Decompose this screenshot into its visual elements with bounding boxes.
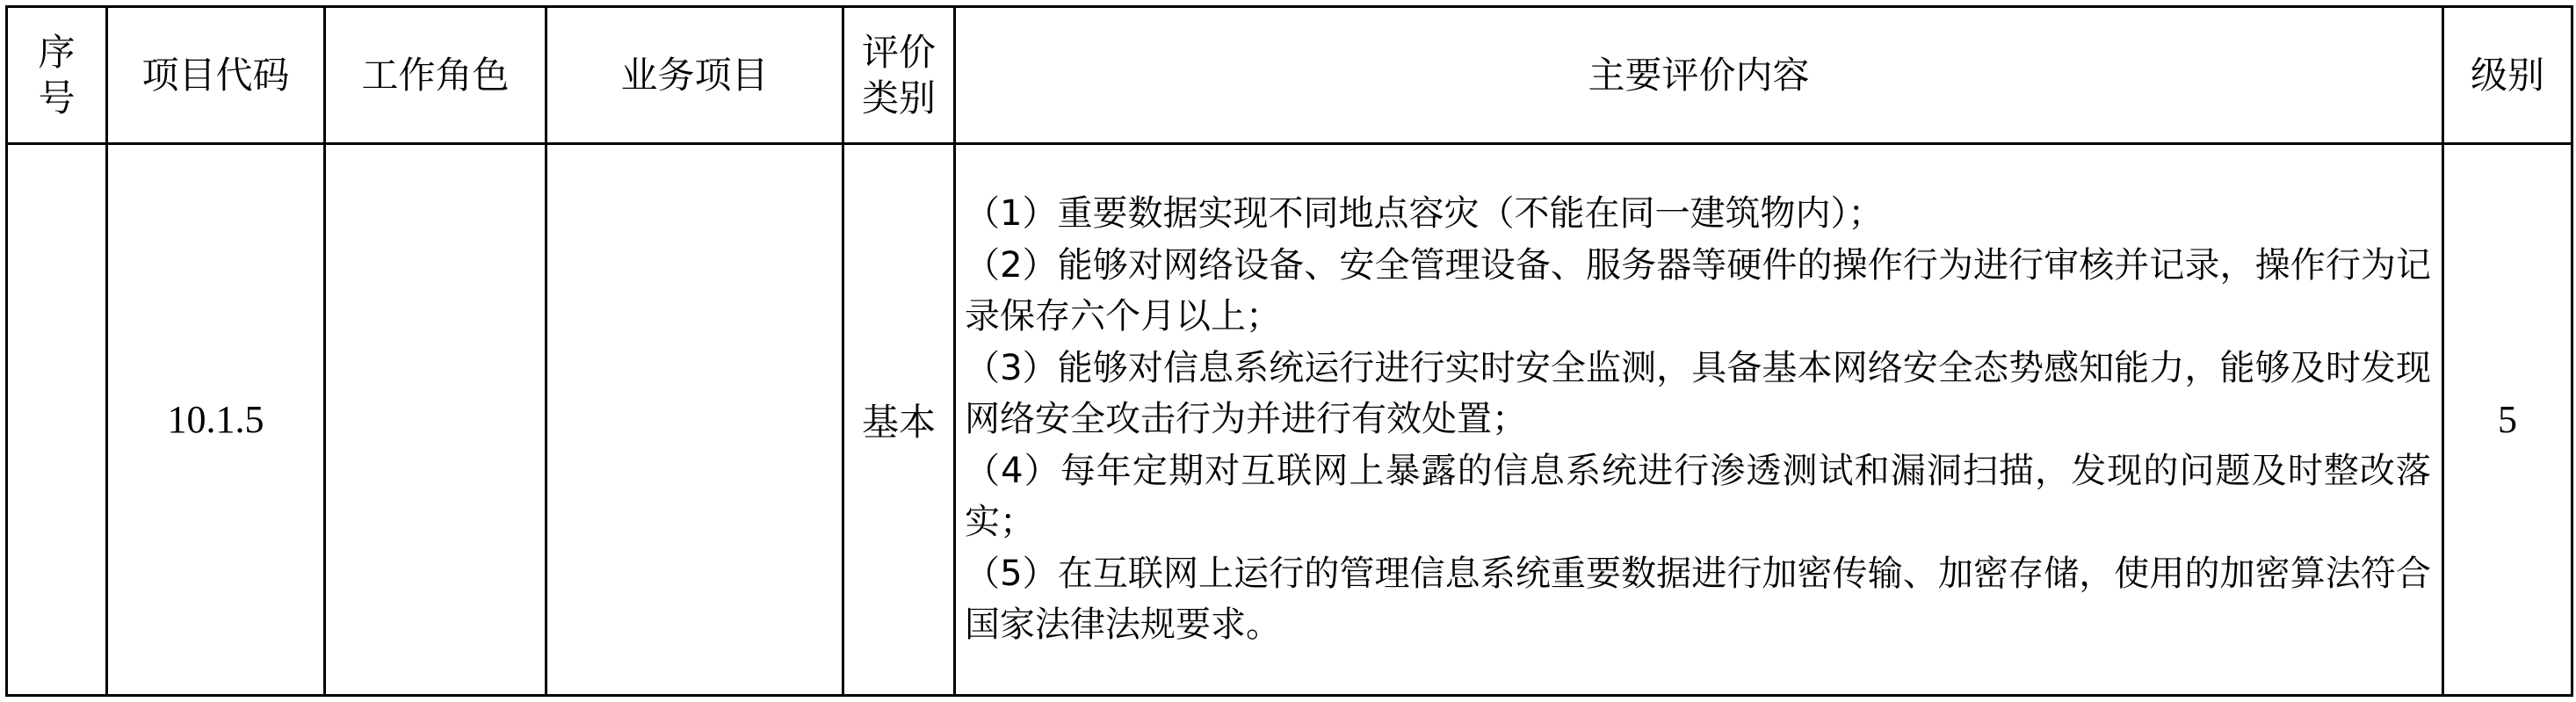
header-business: 业务项目 bbox=[546, 7, 843, 144]
header-category: 评价类别 bbox=[843, 7, 955, 144]
cell-seq bbox=[7, 144, 107, 696]
cell-code: 10.1.5 bbox=[107, 144, 325, 696]
evaluation-table bbox=[5, 5, 2573, 697]
table-row bbox=[7, 144, 2572, 696]
content-item-1: （1）重要数据实现不同地点容灾（不能在同一建筑物内）； bbox=[965, 193, 1884, 235]
cell-category: 基本 bbox=[843, 144, 955, 696]
header-level: 级别 bbox=[2443, 7, 2572, 144]
cell-level: 5 bbox=[2443, 144, 2572, 696]
header-code: 项目代码 bbox=[107, 7, 325, 144]
cell-role bbox=[325, 144, 546, 696]
content-item-3: （3）能够对信息系统运行进行实时安全监测，具备基本网络安全态势感知能力，能够及时发现网络安全攻击行为并进行有效处置； bbox=[965, 347, 2431, 440]
cell-business bbox=[546, 144, 843, 696]
content-item-2: （2）能够对网络设备、安全管理设备、服务器等硬件的操作行为进行审核并记录，操作行为记录保存六个月以上； bbox=[965, 244, 2431, 337]
content-item-5: （5）在互联网上运行的管理信息系统重要数据进行加密传输、加密存储，使用的加密算法符合国家法律法规要求。 bbox=[965, 553, 2431, 646]
header-seq: 序号 bbox=[7, 7, 107, 144]
cell-content bbox=[955, 144, 2443, 696]
content-item-4: （4）每年定期对互联网上暴露的信息系统进行渗透测试和漏洞扫描，发现的问题及时整改落实； bbox=[965, 450, 2431, 543]
header-role: 工作角色 bbox=[325, 7, 546, 144]
header-row bbox=[7, 7, 2572, 144]
header-content: 主要评价内容 bbox=[955, 7, 2443, 144]
